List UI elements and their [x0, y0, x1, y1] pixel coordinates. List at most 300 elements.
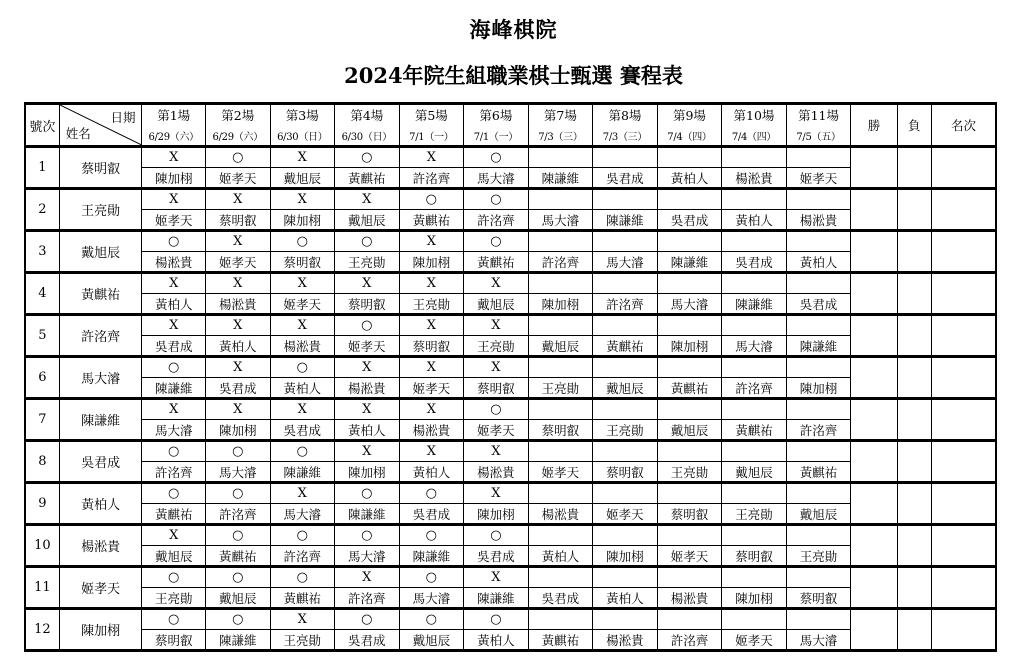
round-label: 第4場 — [335, 104, 400, 126]
opponent-name: 姬孝天 — [205, 252, 270, 273]
opponent-name: 黃麒祐 — [335, 168, 400, 189]
opponent-name: 馬大濬 — [205, 462, 270, 483]
opponent-name: 黃柏人 — [142, 294, 206, 315]
opponent-name: 戴旭辰 — [142, 546, 206, 567]
opponent-name: 蔡明叡 — [593, 462, 658, 483]
result-mark — [786, 357, 851, 378]
opponent-name: 姬孝天 — [270, 294, 335, 315]
result-mark: X — [335, 567, 400, 588]
player-opponent-row — [25, 588, 996, 609]
opponent-name: 黃麒祐 — [722, 420, 787, 441]
round-date: 6/29（六） — [205, 125, 270, 147]
player-opponent-row — [25, 462, 996, 483]
player-opponent-row — [25, 252, 996, 273]
result-mark — [786, 147, 851, 168]
opponent-name: 蔡明叡 — [270, 252, 335, 273]
opponent-name: 陳謙維 — [528, 168, 593, 189]
player-name: 陳謙維 — [59, 399, 142, 441]
round-label: 第3場 — [270, 104, 335, 126]
opponent-name: 蔡明叡 — [335, 294, 400, 315]
player-wins-cell — [851, 399, 897, 441]
opponent-name: 馬大濬 — [593, 252, 658, 273]
opponent-name: 吳君成 — [205, 378, 270, 399]
result-mark: ○ — [270, 231, 335, 252]
player-result-row — [25, 147, 996, 168]
result-mark — [657, 525, 722, 546]
opponent-name: 戴旭辰 — [722, 462, 787, 483]
result-mark: X — [464, 273, 529, 294]
player-losses-cell — [897, 441, 931, 483]
player-name: 黃柏人 — [59, 483, 142, 525]
opponent-name: 黃麒祐 — [786, 462, 851, 483]
result-mark: ○ — [399, 189, 464, 210]
result-mark — [722, 441, 787, 462]
schedule-table — [24, 102, 997, 652]
result-mark: ○ — [464, 609, 529, 630]
opponent-name: 馬大濬 — [142, 420, 206, 441]
document-subtitle: 2024年院生組職業棋士甄選 賽程表 — [344, 63, 683, 88]
result-mark — [722, 231, 787, 252]
opponent-name: 蔡明叡 — [399, 336, 464, 357]
result-mark: X — [270, 609, 335, 630]
result-mark — [657, 315, 722, 336]
opponent-name: 陳加栩 — [464, 504, 529, 525]
player-result-row — [25, 357, 996, 378]
opponent-name: 馬大濬 — [335, 546, 400, 567]
opponent-name: 馬大濬 — [786, 630, 851, 651]
result-mark: ○ — [142, 441, 206, 462]
header-row-dates — [25, 125, 996, 147]
result-mark — [528, 231, 593, 252]
player-rank-cell — [931, 525, 996, 567]
opponent-name: 蔡明叡 — [205, 210, 270, 231]
player-wins-cell — [851, 273, 897, 315]
result-mark: X — [464, 315, 529, 336]
opponent-name: 戴旭辰 — [464, 294, 529, 315]
result-mark — [528, 273, 593, 294]
opponent-name: 陳謙維 — [270, 462, 335, 483]
result-mark — [786, 315, 851, 336]
player-losses-cell — [897, 399, 931, 441]
opponent-name: 吳君成 — [270, 420, 335, 441]
result-mark — [657, 609, 722, 630]
opponent-name: 黃麒祐 — [593, 336, 658, 357]
result-mark: ○ — [399, 483, 464, 504]
opponent-name: 陳加栩 — [270, 210, 335, 231]
opponent-name: 王亮勛 — [593, 420, 658, 441]
player-number: 6 — [25, 357, 59, 399]
round-date: 6/30（日） — [270, 125, 335, 147]
result-mark: ○ — [464, 189, 529, 210]
player-name: 蔡明叡 — [59, 147, 142, 189]
opponent-name: 許洺齊 — [464, 210, 529, 231]
round-label: 第6場 — [464, 104, 529, 126]
result-mark: X — [399, 315, 464, 336]
result-mark — [786, 567, 851, 588]
opponent-name: 黃柏人 — [722, 210, 787, 231]
opponent-name: 姬孝天 — [399, 378, 464, 399]
result-mark: X — [270, 273, 335, 294]
opponent-name: 黃柏人 — [205, 336, 270, 357]
opponent-name: 陳謙維 — [142, 378, 206, 399]
opponent-name: 楊淞貴 — [270, 336, 335, 357]
result-mark: ○ — [399, 525, 464, 546]
result-mark: ○ — [270, 525, 335, 546]
opponent-name: 黃柏人 — [335, 420, 400, 441]
opponent-name: 吳君成 — [528, 588, 593, 609]
result-mark: X — [335, 441, 400, 462]
player-rank-cell — [931, 357, 996, 399]
result-mark — [786, 525, 851, 546]
result-mark: X — [399, 147, 464, 168]
result-mark: X — [335, 357, 400, 378]
result-mark: ○ — [399, 609, 464, 630]
result-mark — [593, 231, 658, 252]
opponent-name: 王亮勛 — [528, 378, 593, 399]
player-opponent-row — [25, 420, 996, 441]
opponent-name: 戴旭辰 — [399, 630, 464, 651]
opponent-name: 姬孝天 — [335, 336, 400, 357]
opponent-name: 王亮勛 — [786, 546, 851, 567]
result-mark — [657, 399, 722, 420]
result-mark: X — [142, 525, 206, 546]
result-mark — [593, 567, 658, 588]
opponent-name: 王亮勛 — [142, 588, 206, 609]
player-opponent-row — [25, 378, 996, 399]
opponent-name: 黃柏人 — [399, 462, 464, 483]
opponent-name: 吳君成 — [786, 294, 851, 315]
result-mark — [722, 147, 787, 168]
player-losses-cell — [897, 315, 931, 357]
result-mark: X — [399, 399, 464, 420]
result-mark: X — [205, 231, 270, 252]
result-mark — [528, 609, 593, 630]
player-name: 馬大濬 — [59, 357, 142, 399]
player-rank-cell — [931, 147, 996, 189]
opponent-name: 戴旭辰 — [657, 420, 722, 441]
player-rank-cell — [931, 231, 996, 273]
player-rank-cell — [931, 399, 996, 441]
round-date: 7/1（一） — [399, 125, 464, 147]
result-mark — [593, 273, 658, 294]
opponent-name: 許洺齊 — [142, 462, 206, 483]
player-opponent-row — [25, 504, 996, 525]
opponent-name: 楊淞貴 — [335, 378, 400, 399]
result-mark: X — [335, 273, 400, 294]
opponent-name: 楊淞貴 — [786, 210, 851, 231]
opponent-name: 姬孝天 — [657, 546, 722, 567]
opponent-name: 姬孝天 — [205, 168, 270, 189]
opponent-name: 陳謙維 — [205, 630, 270, 651]
opponent-name: 楊淞貴 — [593, 630, 658, 651]
result-mark — [593, 525, 658, 546]
opponent-name: 姬孝天 — [593, 504, 658, 525]
round-label: 第11場 — [786, 104, 851, 126]
header-date-name-cell — [59, 104, 142, 147]
opponent-name: 陳加栩 — [593, 546, 658, 567]
opponent-name: 王亮勛 — [399, 294, 464, 315]
opponent-name: 馬大濬 — [464, 168, 529, 189]
opponent-name: 黃麒祐 — [528, 630, 593, 651]
player-result-row — [25, 399, 996, 420]
result-mark — [657, 231, 722, 252]
result-mark — [786, 441, 851, 462]
player-number: 1 — [25, 147, 59, 189]
opponent-name: 許洺齊 — [786, 420, 851, 441]
round-label: 第8場 — [593, 104, 658, 126]
opponent-name: 黃麒祐 — [657, 378, 722, 399]
result-mark: ○ — [335, 483, 400, 504]
player-number: 8 — [25, 441, 59, 483]
opponent-name: 蔡明叡 — [142, 630, 206, 651]
player-wins-cell — [851, 567, 897, 609]
opponent-name: 陳加栩 — [335, 462, 400, 483]
result-mark — [593, 189, 658, 210]
opponent-name: 馬大濬 — [528, 210, 593, 231]
opponent-name: 楊淞貴 — [528, 504, 593, 525]
result-mark: X — [205, 315, 270, 336]
player-rank-cell — [931, 315, 996, 357]
opponent-name: 陳加栩 — [657, 336, 722, 357]
result-mark — [657, 189, 722, 210]
player-name: 黃麒祐 — [59, 273, 142, 315]
player-result-row — [25, 273, 996, 294]
opponent-name: 陳加栩 — [205, 420, 270, 441]
opponent-name: 陳謙維 — [722, 294, 787, 315]
opponent-name: 許洺齊 — [270, 546, 335, 567]
result-mark: ○ — [464, 231, 529, 252]
result-mark: X — [270, 147, 335, 168]
result-mark: ○ — [205, 483, 270, 504]
result-mark: X — [270, 399, 335, 420]
result-mark: X — [270, 483, 335, 504]
round-date: 7/1（一） — [464, 125, 529, 147]
round-label: 第5場 — [399, 104, 464, 126]
result-mark: ○ — [270, 441, 335, 462]
document-title: 海峰棋院 — [469, 17, 558, 42]
result-mark — [657, 357, 722, 378]
opponent-name: 蔡明叡 — [786, 588, 851, 609]
round-label: 第9場 — [657, 104, 722, 126]
result-mark: ○ — [335, 315, 400, 336]
opponent-name: 陳謙維 — [657, 252, 722, 273]
result-mark: ○ — [270, 357, 335, 378]
opponent-name: 楊淞貴 — [464, 462, 529, 483]
opponent-name: 吳君成 — [335, 630, 400, 651]
round-label: 第1場 — [142, 104, 206, 126]
result-mark: ○ — [142, 483, 206, 504]
player-opponent-row — [25, 168, 996, 189]
player-number: 4 — [25, 273, 59, 315]
result-mark: ○ — [464, 525, 529, 546]
result-mark: X — [464, 567, 529, 588]
player-result-row — [25, 441, 996, 462]
result-mark: X — [270, 189, 335, 210]
opponent-name: 戴旭辰 — [205, 588, 270, 609]
opponent-name: 陳謙維 — [399, 546, 464, 567]
opponent-name: 吳君成 — [657, 210, 722, 231]
result-mark: X — [399, 441, 464, 462]
opponent-name: 黃麒祐 — [399, 210, 464, 231]
player-result-row — [25, 525, 996, 546]
player-number: 2 — [25, 189, 59, 231]
opponent-name: 楊淞貴 — [657, 588, 722, 609]
player-wins-cell — [851, 147, 897, 189]
result-mark: ○ — [205, 609, 270, 630]
opponent-name: 姬孝天 — [142, 210, 206, 231]
result-mark: X — [142, 189, 206, 210]
result-mark: X — [464, 441, 529, 462]
round-date: 6/30（日） — [335, 125, 400, 147]
player-number: 10 — [25, 525, 59, 567]
player-wins-cell — [851, 525, 897, 567]
player-losses-cell — [897, 273, 931, 315]
player-result-row — [25, 231, 996, 252]
player-name: 陳加栩 — [59, 609, 142, 651]
player-result-row — [25, 609, 996, 630]
result-mark: ○ — [335, 147, 400, 168]
opponent-name: 蔡明叡 — [528, 420, 593, 441]
opponent-name: 吳君成 — [464, 546, 529, 567]
opponent-name: 楊淞貴 — [205, 294, 270, 315]
player-result-row — [25, 315, 996, 336]
opponent-name: 王亮勛 — [657, 462, 722, 483]
player-wins-cell — [851, 609, 897, 651]
result-mark — [528, 147, 593, 168]
opponent-name: 陳加栩 — [722, 588, 787, 609]
result-mark: X — [205, 273, 270, 294]
opponent-name: 馬大濬 — [722, 336, 787, 357]
opponent-name: 吳君成 — [399, 504, 464, 525]
result-mark: X — [335, 399, 400, 420]
opponent-name: 馬大濬 — [270, 504, 335, 525]
opponent-name: 蔡明叡 — [464, 378, 529, 399]
opponent-name: 許洺齊 — [528, 252, 593, 273]
player-number: 7 — [25, 399, 59, 441]
opponent-name: 陳加栩 — [142, 168, 206, 189]
player-rank-cell — [931, 441, 996, 483]
result-mark: X — [464, 483, 529, 504]
player-name: 王亮勛 — [59, 189, 142, 231]
round-date: 7/3（三） — [528, 125, 593, 147]
player-losses-cell — [897, 357, 931, 399]
result-mark — [786, 231, 851, 252]
opponent-name: 黃柏人 — [786, 252, 851, 273]
player-rank-cell — [931, 189, 996, 231]
player-losses-cell — [897, 147, 931, 189]
result-mark — [722, 525, 787, 546]
opponent-name: 蔡明叡 — [722, 546, 787, 567]
player-number: 3 — [25, 231, 59, 273]
opponent-name: 王亮勛 — [335, 252, 400, 273]
result-mark — [722, 315, 787, 336]
round-date: 7/4（四） — [657, 125, 722, 147]
player-wins-cell — [851, 441, 897, 483]
player-result-row — [25, 567, 996, 588]
opponent-name: 陳謙維 — [786, 336, 851, 357]
opponent-name: 陳謙維 — [464, 588, 529, 609]
result-mark — [528, 189, 593, 210]
player-rank-cell — [931, 567, 996, 609]
opponent-name: 黃柏人 — [657, 168, 722, 189]
result-mark: ○ — [205, 567, 270, 588]
result-mark — [593, 315, 658, 336]
opponent-name: 姬孝天 — [528, 462, 593, 483]
opponent-name: 戴旭辰 — [528, 336, 593, 357]
player-name: 許洺齊 — [59, 315, 142, 357]
player-result-row — [25, 483, 996, 504]
result-mark — [528, 567, 593, 588]
opponent-name: 戴旭辰 — [270, 168, 335, 189]
player-opponent-row — [25, 294, 996, 315]
result-mark — [528, 483, 593, 504]
player-losses-cell — [897, 231, 931, 273]
opponent-name: 黃麒祐 — [205, 546, 270, 567]
result-mark: ○ — [142, 609, 206, 630]
opponent-name: 陳加栩 — [399, 252, 464, 273]
result-mark — [593, 147, 658, 168]
header-row-rounds — [25, 104, 996, 126]
opponent-name: 姬孝天 — [722, 630, 787, 651]
opponent-name: 王亮勛 — [722, 504, 787, 525]
result-mark: X — [399, 273, 464, 294]
opponent-name: 蔡明叡 — [657, 504, 722, 525]
player-rank-cell — [931, 483, 996, 525]
result-mark: X — [205, 399, 270, 420]
player-result-row — [25, 189, 996, 210]
opponent-name: 黃麒祐 — [270, 588, 335, 609]
result-mark — [528, 399, 593, 420]
result-mark — [528, 525, 593, 546]
result-mark — [722, 189, 787, 210]
result-mark: X — [464, 357, 529, 378]
player-wins-cell — [851, 483, 897, 525]
result-mark: X — [399, 357, 464, 378]
result-mark: X — [205, 357, 270, 378]
player-number: 11 — [25, 567, 59, 609]
result-mark: ○ — [205, 441, 270, 462]
opponent-name: 陳謙維 — [335, 504, 400, 525]
result-mark: ○ — [335, 231, 400, 252]
opponent-name: 姬孝天 — [464, 420, 529, 441]
player-name: 楊淞貴 — [59, 525, 142, 567]
result-mark — [722, 567, 787, 588]
result-mark: X — [399, 231, 464, 252]
result-mark: X — [142, 315, 206, 336]
opponent-name: 許洺齊 — [657, 630, 722, 651]
player-losses-cell — [897, 189, 931, 231]
opponent-name: 戴旭辰 — [335, 210, 400, 231]
result-mark — [722, 399, 787, 420]
player-losses-cell — [897, 567, 931, 609]
result-mark — [786, 399, 851, 420]
round-label: 第2場 — [205, 104, 270, 126]
opponent-name: 馬大濬 — [399, 588, 464, 609]
result-mark: X — [142, 399, 206, 420]
result-mark: X — [142, 273, 206, 294]
opponent-name: 姬孝天 — [786, 168, 851, 189]
opponent-name: 黃柏人 — [528, 546, 593, 567]
result-mark: ○ — [464, 147, 529, 168]
result-mark — [657, 147, 722, 168]
player-losses-cell — [897, 525, 931, 567]
player-losses-cell — [897, 483, 931, 525]
round-label: 第10場 — [722, 104, 787, 126]
player-opponent-row — [25, 630, 996, 651]
opponent-name: 黃麒祐 — [142, 504, 206, 525]
player-wins-cell — [851, 189, 897, 231]
header-rank: 名次 — [931, 104, 996, 147]
